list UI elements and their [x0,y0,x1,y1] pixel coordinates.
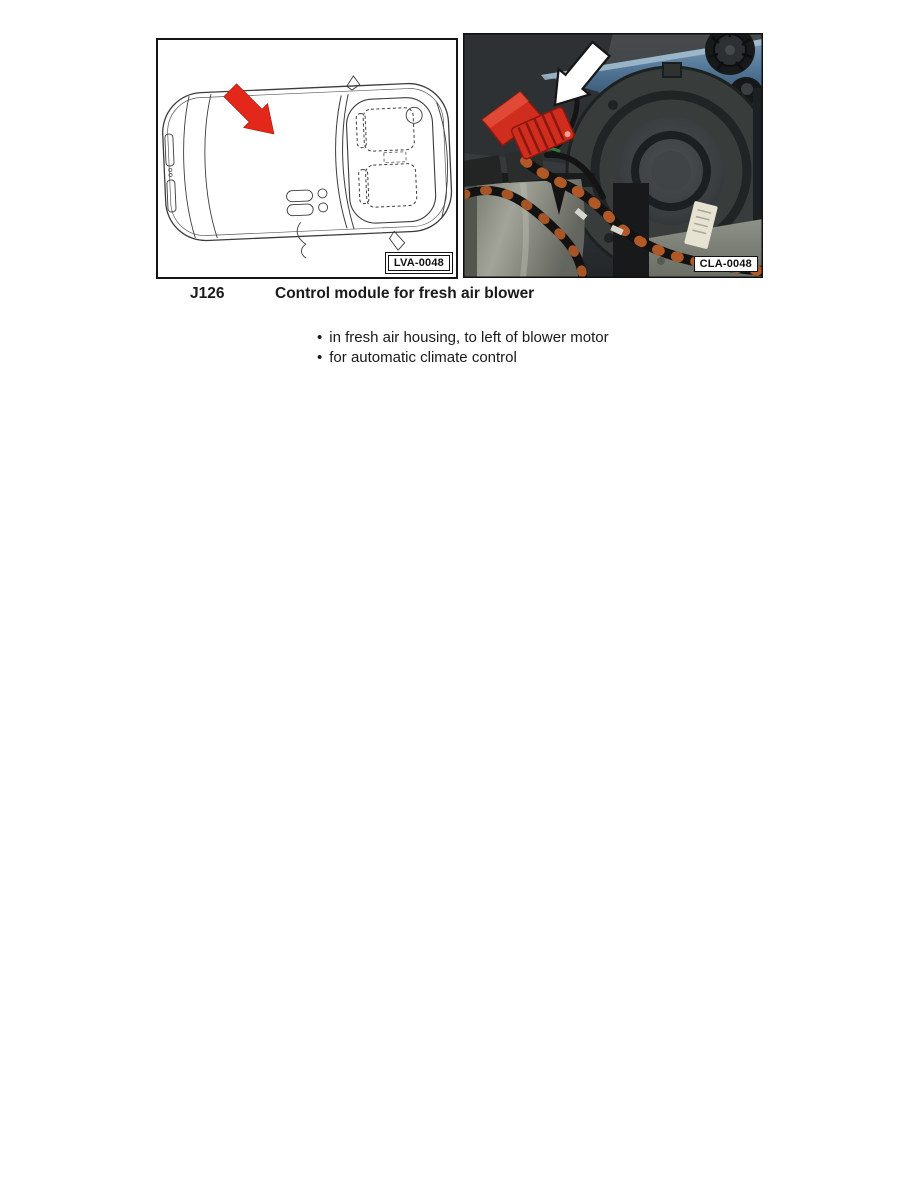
blower-motor-photo [463,33,763,278]
car-top-view-illustration [158,40,456,277]
component-title: Control module for fresh air blower [275,285,535,302]
car-body-inner-line [166,87,448,237]
dash-knob [318,203,327,212]
headlight-shape [165,134,174,166]
side-mirror [346,76,360,91]
dash-vent [286,190,312,202]
component-code: J126 [190,285,225,302]
dash-vent [287,204,313,216]
console-contour-line [297,222,306,258]
figure-id-label: LVA-0048 [388,255,450,271]
note-item: • for automatic climate control [317,348,609,368]
figure-blower-photo [463,33,763,278]
figure-id-label: CLA-0048 [694,256,758,272]
side-mirror [389,231,405,251]
hood-seam-line [202,94,217,238]
hood-seam-line [181,96,195,238]
roof-outline [345,97,436,225]
dash-knob [318,189,327,198]
seat-outlines [356,107,417,207]
roof-detail-circle [406,107,423,124]
component-notes-list [317,328,609,367]
figure-car-location [156,38,458,279]
red-locator-arrow [224,84,274,134]
note-item: • in fresh air housing, to left of blower motor [317,328,609,348]
